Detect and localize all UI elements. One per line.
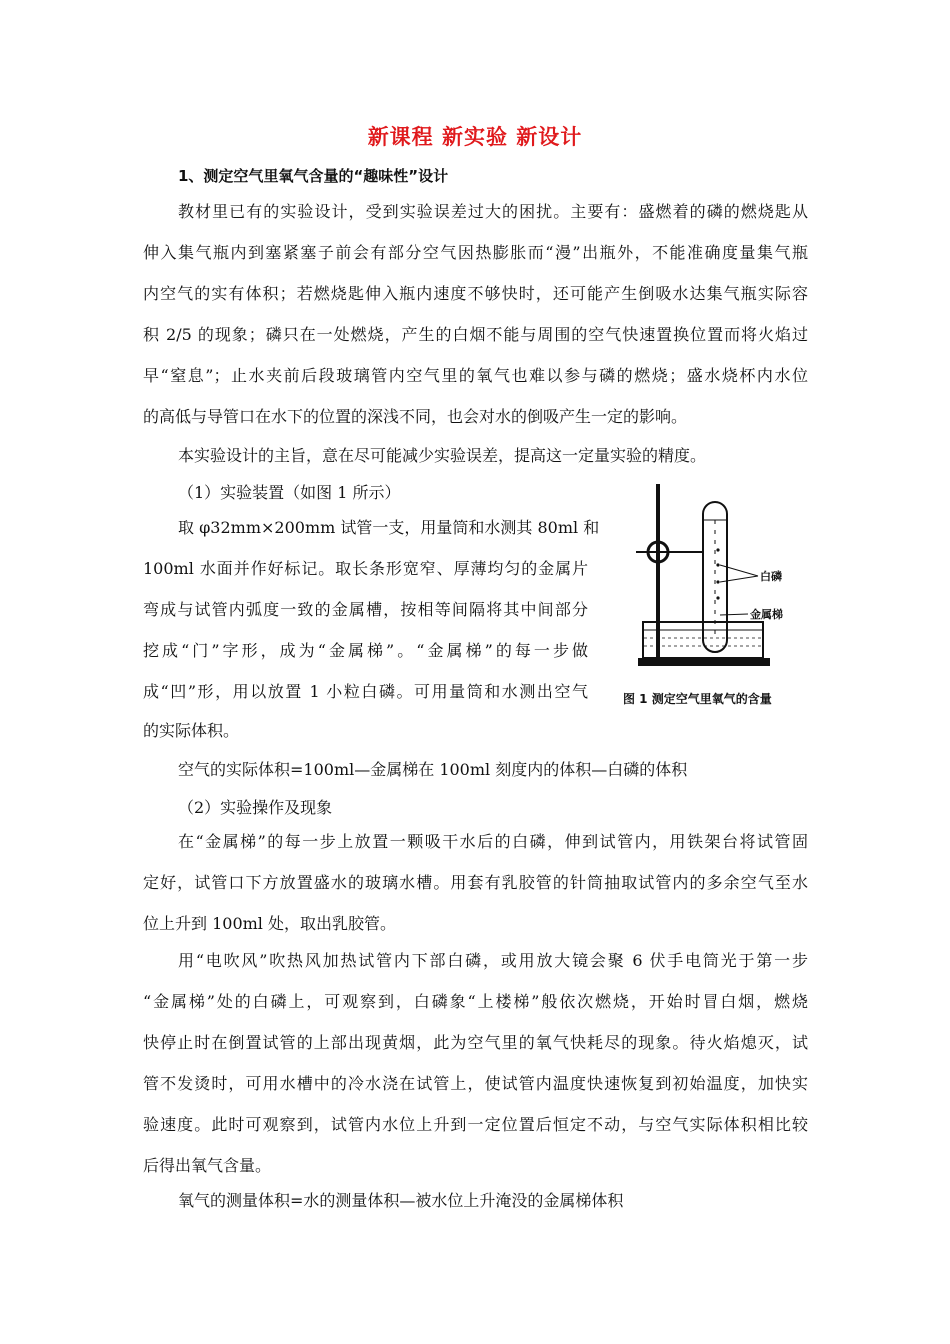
para5-line: 管不发烫时，可用水槽中的冷水浇在试管上，使试管内温度快速恢复到初始温度，加快实	[143, 1074, 808, 1093]
formula-air-volume: 空气的实际体积=100ml—金属梯在 100ml 刻度内的体积—白磷的体积	[178, 760, 688, 779]
para4-line: 定好，试管口下方放置盛水的玻璃水槽。用套有乳胶管的针筒抽取试管内的多余空气至水	[143, 873, 808, 892]
para5-line: 验速度。此时可观察到，试管内水位上升到一定位置后恒定不动，与空气实际体积相比较	[143, 1115, 808, 1134]
subheading-apparatus: （1）实验装置（如图 1 所示）	[178, 483, 401, 502]
para1-line: 积 2/5 的现象；磷只在一处燃烧，产生的白烟不能与周围的空气快速置换位置而将火焰过	[143, 325, 808, 344]
section-heading: 1、测定空气里氧气含量的“趣味性”设计	[178, 167, 449, 185]
para4-line: 在“金属梯”的每一步上放置一颗吸干水后的白磷，伸到试管内，用铁架台将试管固	[178, 832, 808, 851]
label-ladder: 金属梯	[750, 608, 783, 621]
para4-line: 位上升到 100ml 处，取出乳胶管。	[143, 914, 397, 933]
formula-oxygen-volume: 氧气的测量体积=水的测量体积—被水位上升淹没的金属梯体积	[178, 1191, 624, 1210]
para1-line: 早“窒息”；止水夹前后段玻璃管内空气里的氧气也难以参与磷的燃烧；盛水烧杯内水位	[143, 366, 808, 385]
para3-line: 成“凹”形，用以放置 1 小粒白磷。可用量筒和水测出空气	[143, 682, 588, 701]
para5-line: 用“电吹风”吹热风加热试管内下部白磷，或用放大镜会聚 6 伏手电筒光于第一步	[178, 951, 808, 970]
subheading-operation: （2）实验操作及现象	[178, 798, 333, 817]
para3-line: 取 φ32mm×200mm 试管一支，用量筒和水测其 80ml 和	[178, 518, 600, 537]
para5-line: 后得出氧气含量。	[143, 1156, 272, 1175]
apparatus-diagram	[608, 480, 808, 690]
para3-line: 弯成与试管内弧度一致的金属槽，按相等间隔将其中间部分	[143, 600, 588, 619]
para5-line: “金属梯”处的白磷上，可观察到，白磷象“上楼梯”般依次燃烧，开始时冒白烟，燃烧	[143, 992, 808, 1011]
para1-line: 的高低与导管口在水下的位置的深浅不同，也会对水的倒吸产生一定的影响。	[143, 407, 688, 426]
label-phosphorus: 白磷	[760, 570, 782, 583]
apparatus-figure	[608, 480, 808, 710]
para1-line: 教材里已有的实验设计，受到实验误差过大的困扰。主要有：盛燃着的磷的燃烧匙从	[178, 202, 808, 221]
para3-line: 挖成“门”字形，成为“金属梯”。“金属梯”的每一步做	[143, 641, 588, 660]
para1-line: 伸入集气瓶内到塞紧塞子前会有部分空气因热膨胀而“漫”出瓶外，不能准确度量集气瓶	[143, 243, 808, 262]
para1-line: 内空气的实有体积；若燃烧匙伸入瓶内速度不够快时，还可能产生倒吸水达集气瓶实际容	[143, 284, 808, 303]
page-title: 新课程 新实验 新设计	[367, 125, 583, 149]
para5-line: 快停止时在倒置试管的上部出现黄烟，此为空气里的氧气快耗尽的现象。待火焰熄灭，试	[143, 1033, 808, 1052]
para2: 本实验设计的主旨，意在尽可能减少实验误差，提高这一定量实验的精度。	[178, 446, 707, 465]
figure-caption: 图 1 测定空气里氧气的含量	[623, 692, 772, 706]
para3-line: 100ml 水面并作好标记。取长条形宽窄、厚薄均匀的金属片	[143, 559, 588, 578]
stand-rod	[656, 484, 660, 660]
para3-line: 的实际体积。	[143, 721, 240, 740]
